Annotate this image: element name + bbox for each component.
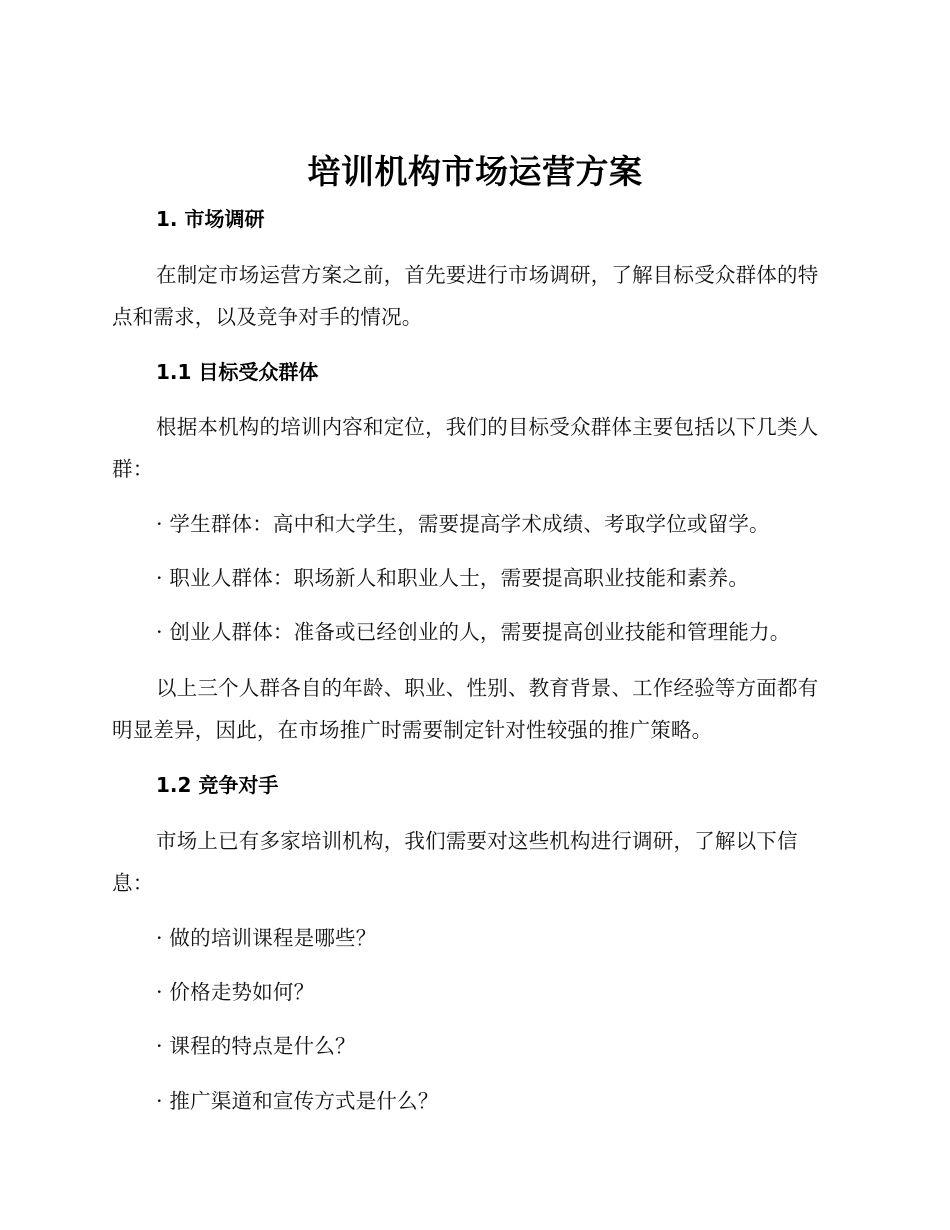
list-item-price-trend: · 价格走势如何？: [156, 980, 315, 1004]
section-heading-target-audience: 1.1 目标受众群体: [156, 360, 319, 384]
list-item-student-group: · 学生群体：高中和大学生，需要提高学术成绩、考取学位或留学。: [156, 512, 770, 536]
section-heading-competitors: 1.2 竞争对手: [156, 773, 279, 797]
list-item-entrepreneur-group: · 创业人群体：准备或已经创业的人，需要提高创业技能和管理能力。: [156, 620, 791, 644]
list-item-courses: · 做的培训课程是哪些？: [156, 926, 377, 950]
document-title: 培训机构市场运营方案: [307, 152, 643, 191]
paragraph-market-research: 在制定市场运营方案之前，首先要进行市场调研，了解目标受众群体的特点和需求，以及竞争对手的情况。: [112, 263, 819, 329]
list-item-professional-group: · 职业人群体：职场新人和职业人士，需要提高职业技能和素养。: [156, 566, 750, 590]
list-item-course-features: · 课程的特点是什么？: [156, 1034, 356, 1058]
section-heading-market-research: 1. 市场调研: [156, 207, 265, 231]
paragraph-target-audience: 根据本机构的培训内容和定位，我们的目标受众群体主要包括以下几类人群：: [112, 415, 819, 481]
list-item-promotion-channels: · 推广渠道和宣传方式是什么？: [156, 1089, 439, 1113]
paragraph-audience-differences: 以上三个人群各自的年龄、职业、性别、教育背景、工作经验等方面都有明显差异，因此，在市场推广时需要制定针对性较强的推广策略。: [112, 676, 819, 742]
paragraph-competitors: 市场上已有多家培训机构，我们需要对这些机构进行调研，了解以下信息：: [112, 829, 798, 895]
